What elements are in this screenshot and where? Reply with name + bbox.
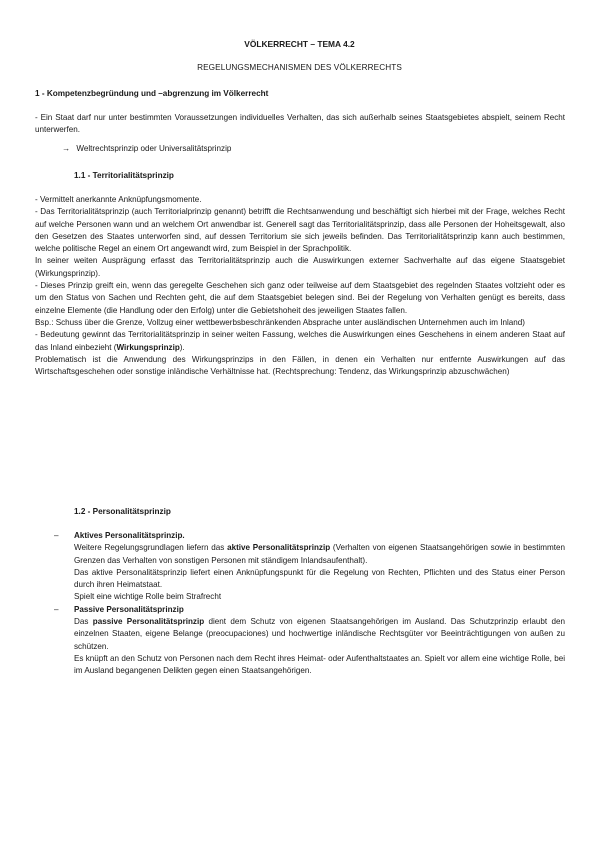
paragraph: - Vermittelt anerkannte Anknüpfungsmomente. (35, 195, 202, 204)
paragraph: Problematisch ist die Anwendung des Wirkungsprinzips in den Fällen, in denen ein Verhalten nur entfernte Auswirkungen auf das Wirtschaftsgeschehen oder sonstige inländische Verhältnisse hat. (Rechtsprechung: Tendenz, das Wirkungsprinzip abzuschwächen) (35, 354, 565, 377)
paragraph: Das aktive Personalitätsprinzip liefert einen Anknüpfungspunkt für die Regelung von Rechten, Pflichten und des Status einer Person durch ihren Heimatstaat. (74, 567, 565, 590)
paragraph: - Das Territorialitätsprinzip (auch Territorialprinzip genannt) betrifft die Rechtsanwendung und beschäftigt sich hierbei mit der Frage, welches Recht auf welche Personen wann und an welchem Ort anwendbar ist. Generell sagt das Territorialitätsprinzip, dass alle Personen der Hoheitsgewalt, also den Gesetzen des Staates unterworfen sind, auf dessen Territorium sie sich jeweils befinden. Das Territorialitätsprinzip kann auch bestimmen, welche politische Regel an einem Ort angewandt wird, zum Beispiel in der Sprachpolitik. (35, 207, 565, 254)
paragraph (74, 542, 565, 567)
text-run: ). (179, 342, 185, 352)
list-item-passive (54, 604, 565, 678)
dash-bullet-icon: – (54, 604, 59, 614)
section-1-intro (35, 112, 565, 137)
text-run: dient dem Schutz von eigenen Staatsangehörigen im Ausland. Das Schutzprinzip erlaubt den einzelnen Staaten, eigene Belange (preocupaciones) und hochwertige inländische Rechtsgüter vor Beeinträchtigungen von außen zu schützen. (74, 617, 565, 651)
text-run: - Bedeutung gewinnt das Territorialitätsprinzip in seiner weiten Fassung, welches die Auswirkungen eines Geschehens in einem anderen Staat auf das Inland einbezieht ( (35, 330, 565, 352)
section-1-2-heading: 1.2 - Personalitätsprinzip (74, 507, 171, 516)
paragraph (74, 616, 565, 653)
paragraph: Spielt eine wichtige Rolle beim Strafrecht (74, 592, 222, 602)
text-run: Das (74, 617, 93, 627)
arrow-line (62, 143, 231, 155)
paragraph: - Dieses Prinzip greift ein, wenn das geregelte Geschehen sich ganz oder teilweise auf dem Staatsgebiet des regelnden Staates voltzieht oder es um den Status von Sachen und Rechten geht, die auf dem Staatsgebiet belegen sind. Bei der Regelung von Verhalten genügt es bereits, dass einzelne Elemente (die Handlung oder den Erfolg) unter die Gebietshoheit des jeweiligen Staates fallen. (35, 281, 565, 315)
paragraph (35, 329, 565, 354)
list-item-heading: Passive Personalitätsprinzip (74, 604, 184, 614)
text-run: (Verhalten von eigenen Staatsangehörigen sowie in bestimmten Grenzen das Verhalten von sonstigen Personen mit ständigem Inlandsaufenthalt). (74, 543, 565, 565)
dash-bullet-icon: – (54, 531, 59, 540)
paragraph: Bsp.: Schuss über die Grenze, Vollzug einer wettbewerbsbeschränkenden Absprache unter ausländischen Unternehmen auch im Inland) (35, 317, 525, 327)
section-1-1-heading: 1.1 - Territorialitätsprinzip (74, 171, 174, 180)
text-run: Weitere Regelungsgrundlagen liefern das (74, 543, 228, 553)
paragraph: Es knüpft an den Schutz von Personen nach dem Recht ihres Heimat- oder Aufenthaltstaates an. Spielt vor allem eine wichtige Rolle, bei im Ausland begangenen Delikten gegen einen Staatsangehörigen. (74, 653, 565, 676)
section-1-heading: 1 - Kompetenzbegründung und –abgrenzung im Völkerrecht (35, 89, 269, 98)
section-1-2-list (54, 530, 565, 678)
bold-term: passive Personalitätsprinzip (92, 617, 205, 627)
list-item-active (54, 530, 565, 604)
bold-term: Wirkungsprinzip (116, 342, 180, 352)
arrow-right-icon: → (62, 144, 71, 153)
intro-paragraph: - Ein Staat darf nur unter bestimmten Voraussetzungen individuelles Verhalten, das sich außerhalb seines Staatsgebietes abspielt, seinem Recht unterwerfen. (35, 113, 565, 135)
document-title: VÖLKERRECHT – TEMA 4.2 (244, 39, 355, 49)
section-1-1-body (35, 194, 565, 378)
bold-term: aktive Personalitätsprinzip (227, 543, 331, 553)
paragraph: In seiner weiten Ausprägung erfasst das Territorialitätsprinzip auch die Auswirkungen externer Sachverhalte auf das eigene Staatsgebiet (Wirkungsprinzip). (35, 256, 565, 278)
list-item-heading: Aktives Personalitätsprinzip. (74, 531, 185, 540)
document-subtitle: REGELUNGSMECHANISMEN DES VÖLKERRECHTS (197, 63, 402, 72)
arrow-text: Weltrechtsprinzip oder Universalitätsprinzip (76, 144, 232, 153)
